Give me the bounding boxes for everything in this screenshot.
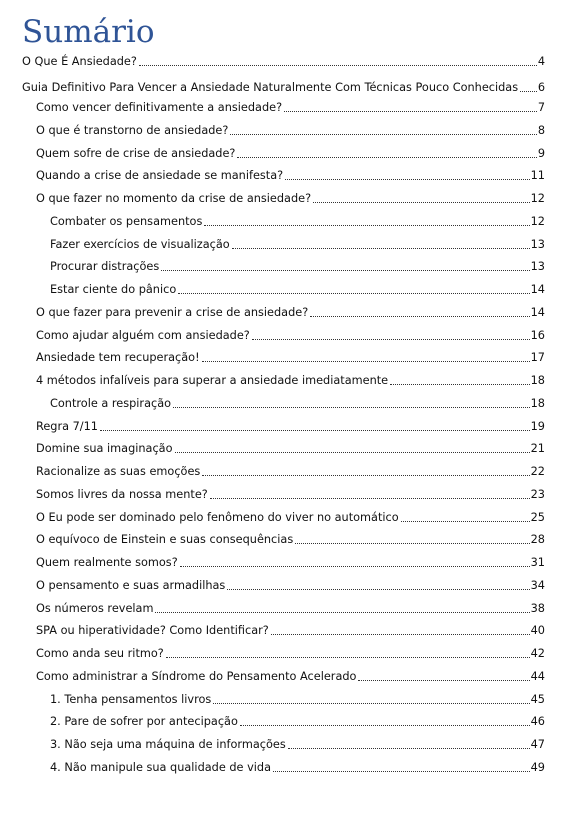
toc-dot-leader xyxy=(520,91,537,92)
toc-entry-page-number: 6 xyxy=(537,81,545,94)
toc-dot-leader xyxy=(100,430,530,431)
toc-entry-title: O pensamento e suas armadilhas xyxy=(36,578,226,592)
toc-dot-leader xyxy=(273,771,530,772)
toc-dot-leader xyxy=(313,202,530,203)
toc-entry-title: SPA ou hiperatividade? Como Identificar? xyxy=(36,624,269,638)
toc-dot-leader xyxy=(295,543,529,544)
toc-entry[interactable] xyxy=(50,214,545,230)
toc-dot-leader xyxy=(285,179,529,180)
toc-entry[interactable] xyxy=(36,350,545,366)
toc-entry-page-number: 14 xyxy=(530,305,545,319)
toc-entry-page-number: 7 xyxy=(537,101,545,114)
toc-entry-title: Como ajudar alguém com ansiedade? xyxy=(36,328,250,342)
toc-entry-title: Guia Definitivo Para Vencer a Ansiedade Naturalmente Com Técnicas Pouco Conhecidas xyxy=(22,81,519,94)
toc-dot-leader xyxy=(401,521,530,522)
toc-entry[interactable] xyxy=(50,737,545,753)
toc-entry-title: 3. Não seja uma máquina de informações xyxy=(50,738,286,751)
toc-entry[interactable] xyxy=(50,692,545,708)
toc-entry[interactable] xyxy=(36,419,545,435)
toc-dot-leader xyxy=(202,475,529,476)
toc-entry-title: O que fazer no momento da crise de ansiedade? xyxy=(36,192,312,205)
toc-entry-title: O Que É Ansiedade? xyxy=(22,55,137,68)
toc-entry[interactable] xyxy=(36,328,545,344)
toc-entry-page-number: 44 xyxy=(530,669,545,683)
toc-entry-page-number: 8 xyxy=(537,123,545,137)
toc-entry-page-number: 17 xyxy=(530,351,545,365)
toc-entry-title: Regra 7/11 xyxy=(36,419,98,433)
toc-entry-page-number: 42 xyxy=(530,647,545,660)
toc-entry[interactable] xyxy=(36,623,545,639)
toc-entry[interactable] xyxy=(36,464,545,480)
toc-entry-page-number: 11 xyxy=(530,169,545,183)
toc-entry-page-number: 13 xyxy=(530,260,545,274)
toc-entry-title: Quem sofre de crise de ansiedade? xyxy=(36,146,236,160)
toc-entry-page-number: 46 xyxy=(530,715,545,729)
toc-entry-title: Fazer exercícios de visualização xyxy=(50,237,230,251)
toc-entry-title: Ansiedade tem recuperação! xyxy=(36,351,200,365)
toc-dot-leader xyxy=(232,248,530,249)
toc-entry-page-number: 34 xyxy=(530,578,545,592)
toc-dot-leader xyxy=(271,634,530,635)
toc-entry[interactable] xyxy=(36,487,545,503)
toc-dot-leader xyxy=(161,270,529,271)
toc-dot-leader xyxy=(284,111,537,112)
toc-entry-title: Estar ciente do pânico xyxy=(50,283,177,296)
toc-dot-leader xyxy=(252,339,530,340)
toc-entry[interactable] xyxy=(36,532,545,548)
toc-dot-leader xyxy=(310,316,529,317)
toc-entry-title: 4 métodos infalíveis para superar a ansiedade imediatamente xyxy=(36,374,389,387)
toc-dot-leader xyxy=(139,65,537,66)
toc-entry[interactable] xyxy=(36,441,545,457)
toc-entry[interactable] xyxy=(50,714,545,730)
toc-dot-leader xyxy=(240,725,530,726)
toc-entry[interactable] xyxy=(50,237,545,253)
toc-entry[interactable] xyxy=(50,396,545,412)
toc-entry-page-number: 28 xyxy=(530,533,545,547)
toc-entry[interactable] xyxy=(22,80,545,96)
toc-entry-title: O que fazer para prevenir a crise de ansiedade? xyxy=(36,305,309,319)
toc-entry-title: Racionalize as suas emoções xyxy=(36,465,201,478)
toc-entry-title: Procurar distrações xyxy=(50,260,160,274)
toc-dot-leader xyxy=(180,566,530,567)
toc-entry-page-number: 9 xyxy=(537,146,545,160)
toc-entry[interactable] xyxy=(22,54,545,70)
toc-entry[interactable] xyxy=(36,373,545,389)
toc-dot-leader xyxy=(237,157,536,158)
toc-entry-page-number: 38 xyxy=(530,601,545,615)
toc-entry-title: O que é transtorno de ansiedade? xyxy=(36,123,229,137)
toc-entry-page-number: 16 xyxy=(530,328,545,342)
page-title: Sumário xyxy=(22,14,155,50)
toc-entry-title: Controle a respiração xyxy=(50,396,172,410)
toc-entry-page-number: 47 xyxy=(530,738,545,751)
toc-entry-title: 1. Tenha pensamentos livros xyxy=(50,692,212,706)
toc-entry-page-number: 19 xyxy=(530,419,545,433)
toc-entry[interactable] xyxy=(36,146,545,162)
toc-entry-page-number: 12 xyxy=(530,214,545,228)
toc-entry-title: 2. Pare de sofrer por antecipação xyxy=(50,715,238,729)
toc-dot-leader xyxy=(202,361,530,362)
toc-entry-page-number: 49 xyxy=(530,760,545,774)
toc-entry-page-number: 4 xyxy=(537,55,545,68)
toc-entry-title: Combater os pensamentos xyxy=(50,214,203,228)
toc-entry-title: Como anda seu ritmo? xyxy=(36,647,164,660)
toc-entry-page-number: 18 xyxy=(530,396,545,410)
toc-entry-page-number: 13 xyxy=(530,237,545,251)
toc-dot-leader xyxy=(155,612,529,613)
toc-entry-title: Os números revelam xyxy=(36,601,154,615)
toc-entry-page-number: 14 xyxy=(530,283,545,296)
toc-dot-leader xyxy=(390,384,529,385)
toc-entry[interactable] xyxy=(36,669,545,685)
toc-entry[interactable] xyxy=(36,123,545,139)
toc-entry[interactable] xyxy=(50,282,545,298)
toc-entry-page-number: 23 xyxy=(530,487,545,501)
toc-dot-leader xyxy=(358,680,529,681)
toc-entry-page-number: 45 xyxy=(530,692,545,706)
toc-entry-page-number: 40 xyxy=(530,624,545,638)
toc-entry-page-number: 25 xyxy=(530,510,545,524)
toc-entry[interactable] xyxy=(36,578,545,594)
toc-entry[interactable] xyxy=(36,191,545,207)
toc-entry-page-number: 18 xyxy=(530,374,545,387)
toc-entry-title: 4. Não manipule sua qualidade de vida xyxy=(50,760,272,774)
toc-entry-page-number: 12 xyxy=(530,192,545,205)
toc-entry-title: Domine sua imaginação xyxy=(36,442,173,456)
toc-entry-title: Como administrar a Síndrome do Pensamento Acelerado xyxy=(36,669,357,683)
toc-dot-leader xyxy=(210,498,530,499)
toc-dot-leader xyxy=(230,134,536,135)
toc-entry-title: Como vencer definitivamente a ansiedade? xyxy=(36,101,283,114)
toc-dot-leader xyxy=(227,589,529,590)
toc-entry[interactable] xyxy=(36,646,545,662)
toc-dot-leader xyxy=(173,407,530,408)
toc-dot-leader xyxy=(213,703,529,704)
toc-entry-title: Quando a crise de ansiedade se manifesta? xyxy=(36,169,284,183)
toc-entry[interactable] xyxy=(36,510,545,526)
toc-entry[interactable] xyxy=(36,168,545,184)
toc-entry-title: O equívoco de Einstein e suas consequências xyxy=(36,533,294,547)
toc-entry-title: O Eu pode ser dominado pelo fenômeno do viver no automático xyxy=(36,510,399,524)
toc-dot-leader xyxy=(288,748,530,749)
toc-entry[interactable] xyxy=(36,100,545,116)
toc-entry[interactable] xyxy=(50,760,545,776)
toc-entry-title: Quem realmente somos? xyxy=(36,556,178,569)
toc-dot-leader xyxy=(166,657,530,658)
toc-entry[interactable] xyxy=(36,305,545,321)
toc-entry-title: Somos livres da nossa mente? xyxy=(36,487,208,501)
toc-entry-page-number: 22 xyxy=(530,465,545,478)
toc-entry-page-number: 21 xyxy=(530,442,545,456)
toc-dot-leader xyxy=(178,293,529,294)
toc-entry[interactable] xyxy=(50,259,545,275)
toc-entry[interactable] xyxy=(36,555,545,571)
toc-dot-leader xyxy=(204,225,529,226)
toc-entry-page-number: 31 xyxy=(530,556,545,569)
toc-entry[interactable] xyxy=(36,601,545,617)
toc-dot-leader xyxy=(175,452,530,453)
